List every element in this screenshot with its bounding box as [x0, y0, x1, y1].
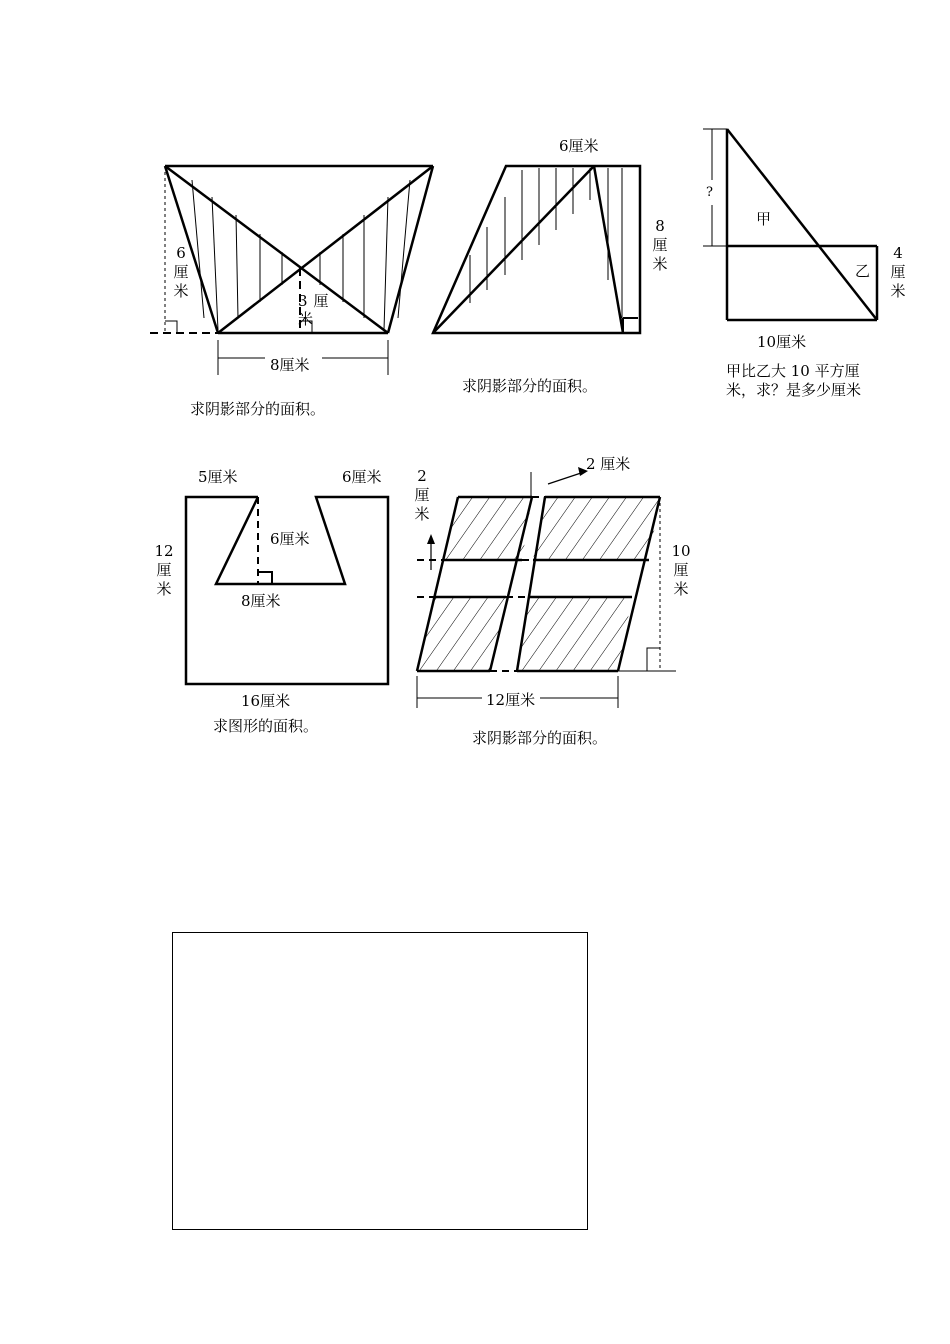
answer-box — [172, 932, 588, 1230]
p2-top-width-label: 6厘米 — [559, 137, 599, 155]
figure-5 — [417, 467, 676, 708]
figure-4 — [186, 497, 388, 684]
p5-road-width-top-label: 2 厘米 — [586, 455, 631, 473]
p2-caption: 求阴影部分的面积。 — [462, 377, 598, 395]
p5-bottom-width-label: 12厘米 — [486, 691, 536, 709]
p1-mid-height-label: 3厘米 — [298, 292, 335, 328]
figure-1 — [150, 166, 433, 375]
p1-left-height-label: 6厘米 — [173, 244, 189, 300]
p3-unknown-label: ? — [706, 185, 713, 200]
p5-road-width-left-label: 2厘米 — [414, 467, 430, 523]
figure-2 — [433, 166, 640, 333]
p4-notch-height-label: 6厘米 — [270, 530, 310, 548]
p4-caption: 求图形的面积。 — [213, 717, 319, 735]
figure-3 — [703, 129, 877, 320]
p4-top-right-label: 6厘米 — [342, 468, 382, 486]
p3-region-a-label: 甲 — [756, 210, 772, 228]
p1-bottom-width-label: 8厘米 — [270, 356, 310, 374]
p3-caption-line2: 米，求？是多少厘米 — [726, 381, 862, 399]
p5-caption: 求阴影部分的面积。 — [472, 729, 608, 747]
p4-notch-bottom-label: 8厘米 — [241, 592, 281, 610]
p3-caption-line1: 甲比乙大 10 平方厘 — [726, 362, 860, 380]
p4-bottom-width-label: 16厘米 — [241, 692, 291, 710]
p1-caption: 求阴影部分的面积。 — [190, 400, 326, 418]
p4-top-left-label: 5厘米 — [198, 468, 238, 486]
p2-right-height-label: 8厘米 — [652, 217, 668, 273]
p3-right-height-label: 4厘米 — [890, 244, 906, 300]
p3-region-b-label: 乙 — [855, 262, 871, 280]
p3-bottom-width-label: 10厘米 — [757, 333, 807, 351]
p5-right-height-label: 10厘米 — [671, 542, 691, 598]
p4-left-height-label: 12厘米 — [154, 542, 174, 598]
